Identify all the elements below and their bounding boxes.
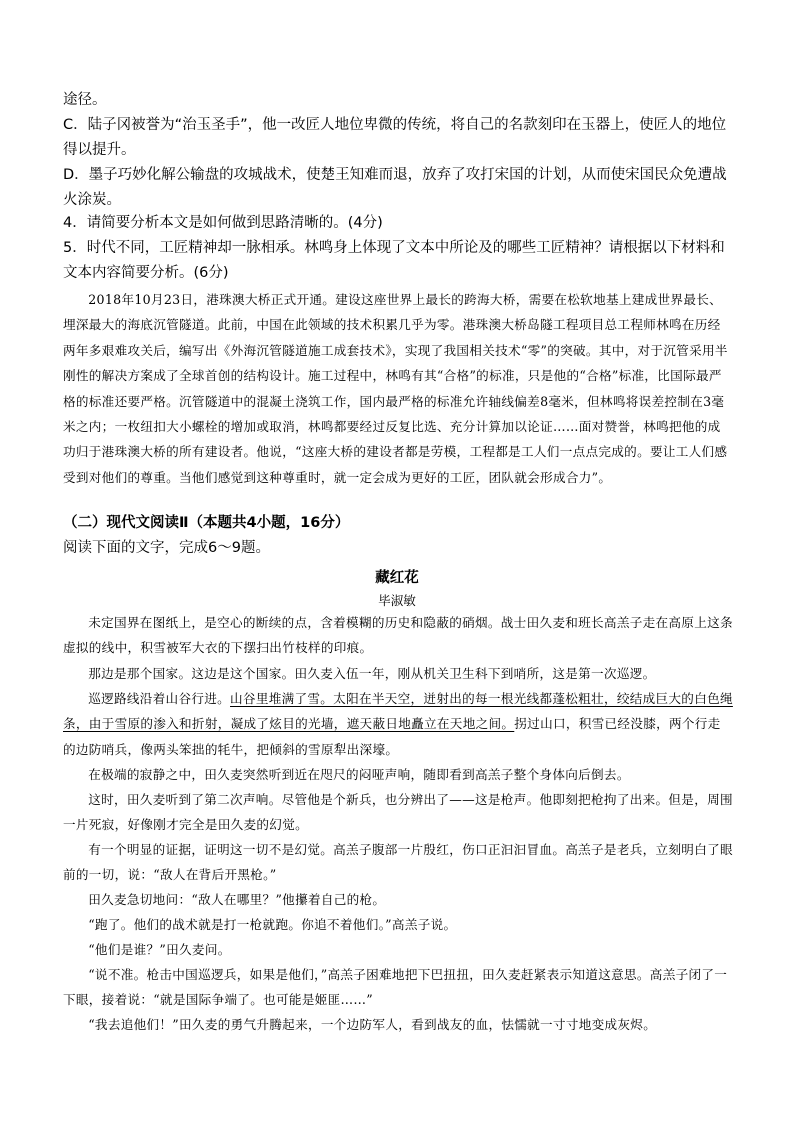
story-author: 毕淑敏 (378, 593, 416, 608)
question-4: 4．请简要分析本文是如何做到思路清晰的。(4分) (63, 215, 383, 231)
story-paragraph-11: “我去追他们！”田久麦的勇气升腾起来，一个边防军人，看到战友的血，怯懦就一寸寸地变成灰烬。 (88, 1017, 657, 1032)
story-title: 藏红花 (375, 569, 419, 586)
story-paragraph-10: “说不准。枪击中国巡逻兵，如果是他们，”高羔子困难地把下巴扭扭，田久麦赶紧表示知道这意思。高羔子闭了一下眼，接着说：“就是国际争端了。也可能是姬匪……” (63, 967, 728, 1008)
option-d: D．墨子巧妙化解公输盘的攻城战术，使楚王知难而退，放弃了攻打宋国的计划，从而使宋国民众免遭战火涂炭。 (63, 167, 727, 208)
story-paragraph-3-start: 巡逻路线沿着山谷行进。 (88, 691, 231, 706)
story-paragraph-9: “他们是谁？”田久麦问。 (88, 942, 231, 957)
story-paragraph-4: 在极端的寂静之中，田久麦突然听到近在咫尺的闷哑声响，随即看到高羔子整个身体向后倒去。 (88, 767, 630, 782)
story-paragraph-1: 未定国界在图纸上，是空心的断续的点，含着模糊的历史和隐蔽的硝烟。战士田久麦和班长高羔子走在高原上这条虚拟的线中，积雪被军大衣的下摆扫出竹枝样的印痕。 (63, 615, 733, 656)
story-paragraph-7: 田久麦急切地问：“敌人在哪里？”他攥着自己的枪。 (88, 892, 386, 907)
section-instruction: 阅读下面的文字，完成6～9题。 (63, 540, 270, 556)
story-paragraph-8: “跑了。他们的战术就是打一枪就跑。你追不着他们。”高羔子说。 (88, 917, 457, 932)
section-heading: （二）现代文阅读Ⅱ（本题共4小题，16分） (63, 515, 350, 531)
material-paragraph: 2018年10月23日，港珠澳大桥正式开通。建设这座世界上最长的跨海大桥，需要在松软地基上建成世界最长、埋深最大的海底沉管隧道。此前，中国在此领域的技术积累几乎为零。港珠澳大桥岛隧工程项目总工程师林鸣在历经两年多艰难攻关后，编写出《外海沉管隧道施工成套技术》，实现了我国相关技术“零”的突破。其中，对于沉管采用半刚性的解决方案成了全球首创的结构设计。施工过程中，林鸣有其“合格”的标准，只是他的“合格”标准，比国际最严格的标准还要严格。沉管隧道中的混凝土浇筑工作，国内最严格的标准允许轴线偏差8毫米，但林鸣将误差控制在3毫米之内；一枚纽扣大小螺栓的增加或取消，林鸣都要经过反复比选、充分计算加以论证……面对赞誉，林鸣把他的成功归于港珠澳大桥的所有建设者。他说，“这座大桥的建设者都是劳模，工程都是工人们一点点完成的。要让工人们感受到对他们的尊重。当他们感觉到这种尊重时，就一定会成为更好的工匠，团队就会形成合力”。 (63, 292, 728, 485)
story-paragraph-3 (63, 686, 733, 762)
story-paragraph-2: 那边是那个国家。这边是这个国家。田久麦入伍一年，刚从机关卫生科下到哨所，这是第一次巡逻。 (88, 666, 656, 681)
question-5: 5．时代不同，工匠精神却一脉相承。林鸣身上体现了文本中所论及的哪些工匠精神？请根据以下材料和文本内容简要分析。(6分) (63, 240, 725, 281)
story-paragraph-6: 有一个明显的证据，证明这一切不是幻觉。高羔子腹部一片殷红，伤口正汩汩冒血。高羔子是老兵，立刻明白了眼前的一切，说：“敌人在背后开黑枪。” (63, 842, 733, 883)
option-c: C．陆子冈被誉为“治玉圣手”，他一改匠人地位卑微的传统，将自己的名款刻印在玉器上，使匠人的地位得以提升。 (63, 117, 727, 158)
story-paragraph-3-end: 拐过山口，积雪已经没膝，两个行走的边防哨兵，像两头笨拙的牦牛，把倾斜的雪原犁出深壕。 (63, 716, 721, 757)
story-paragraph-5: 这时，田久麦听到了第二次声响。尽管他是个新兵，也分辨出了——这是枪声。他即刻把枪拘了出来。但是，周围一片死寂，好像刚才完全是田久麦的幻觉。 (63, 792, 733, 833)
option-b-tail: 途径。 (63, 92, 107, 108)
underlined-passage: 山谷里堆满了雪。太阳在半天空，迸射出的每一根光线都蓬松粗壮，绞结成巨大的白色绳条，由于雪原的渗入和折射，凝成了炫目的光墙，遮天蔽日地矗立在天地之间。 (63, 691, 733, 732)
